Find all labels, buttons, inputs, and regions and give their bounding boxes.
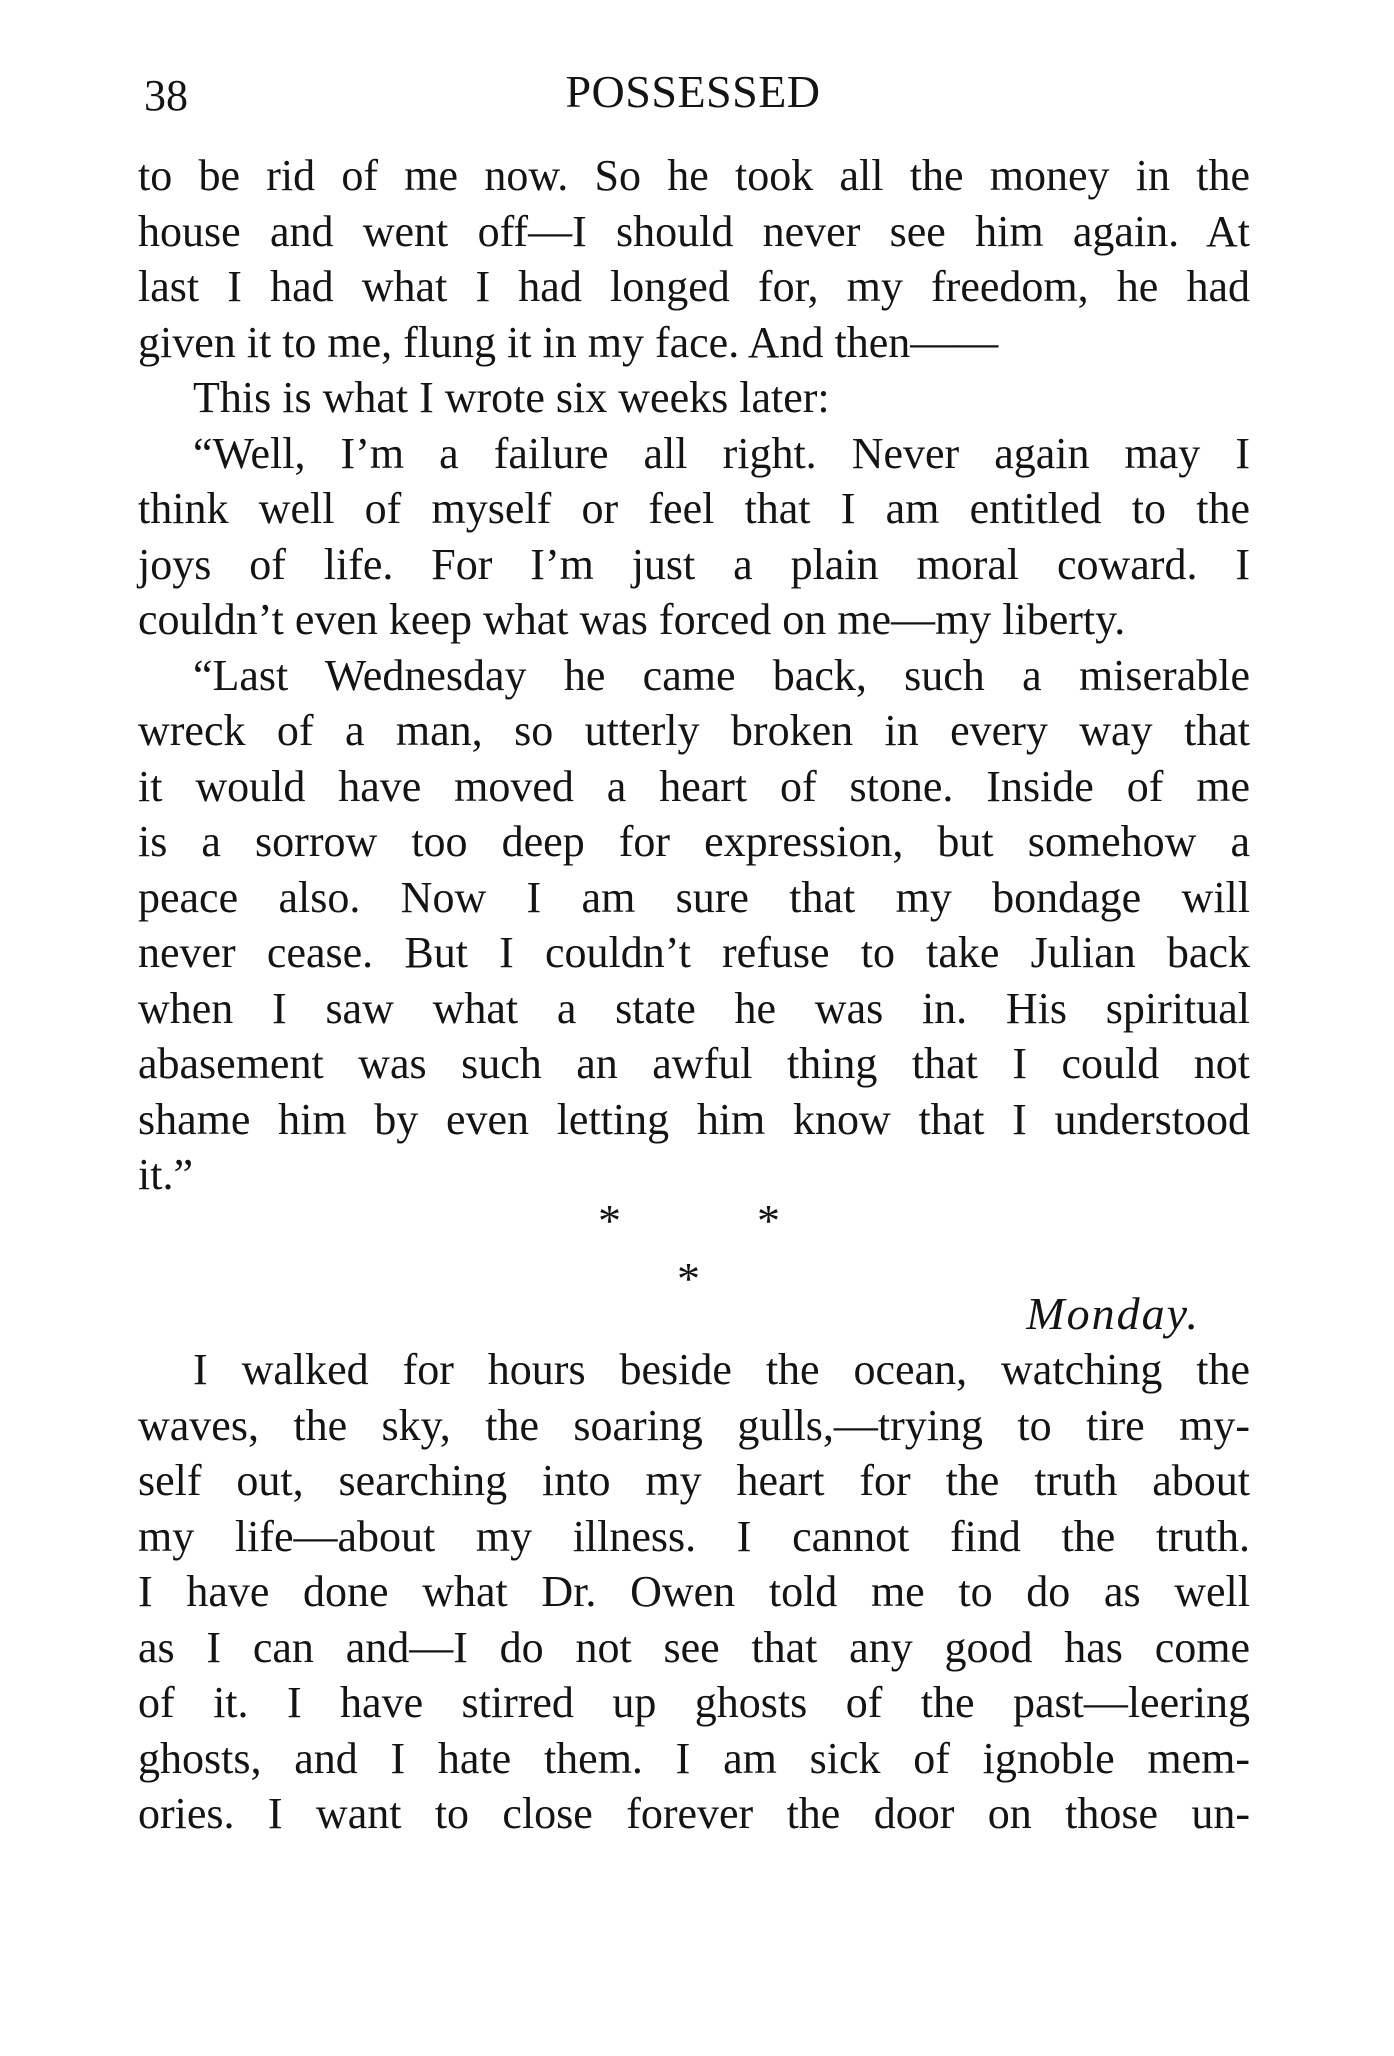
text-line: to be rid of me now. So he took all the money in the [138, 151, 1250, 200]
text-line: peace also. Now I am sure that my bondage will [138, 872, 1250, 922]
paragraph-start-line: “Last Wednesday he came back, such a miserable [193, 650, 1250, 700]
text-line: it.” [138, 1150, 193, 1199]
paragraph-start-line: I walked for hours beside the ocean, watching the [193, 1345, 1250, 1394]
text-line: my life—about my illness. I cannot find the truth. [138, 1511, 1250, 1561]
text-line: self out, searching into my heart for the truth about [138, 1456, 1250, 1505]
paragraph-start-line: “Well, I’m a failure all right. Never again may I [193, 428, 1250, 478]
text-line: when I saw what a state he was in. His spiritual [138, 983, 1250, 1033]
text-line: I have done what Dr. Owen told me to do as well [138, 1567, 1250, 1616]
text-line: ories. I want to close forever the door on those un- [138, 1789, 1250, 1838]
section-break-asterisk: * [677, 1253, 700, 1304]
paragraph-start-line: This is what I wrote six weeks later: [193, 373, 830, 422]
text-line: it would have moved a heart of stone. Inside of me [138, 761, 1250, 811]
text-line: of it. I have stirred up ghosts of the past—leering [138, 1678, 1250, 1727]
text-line: think well of myself or feel that I am entitled to the [138, 484, 1250, 533]
text-line: wreck of a man, so utterly broken in every way that [138, 706, 1250, 755]
text-line: shame him by even letting him know that I understood [138, 1094, 1250, 1144]
text-line: abasement was such an awful thing that I could not [138, 1039, 1250, 1088]
text-line: joys of life. For I’m just a plain moral coward. I [138, 539, 1250, 589]
text-line: waves, the sky, the soaring gulls,—trying to tire my- [138, 1400, 1250, 1450]
text-line: is a sorrow too deep for expression, but somehow a [138, 817, 1250, 866]
text-block-diary-quote [138, 148, 1250, 1203]
section-break-asterisk: * [598, 1195, 621, 1246]
page-number: 38 [144, 71, 188, 120]
text-line: couldn’t even keep what was forced on me—my liberty. [138, 595, 1126, 644]
text-line: house and went off—I should never see him again. At [138, 206, 1250, 256]
text-line: ghosts, and I hate them. I am sick of ignoble mem- [138, 1733, 1250, 1783]
text-block-monday-entry [138, 1342, 1250, 1842]
diary-dateline: Monday. [1026, 1288, 1200, 1339]
text-line: as I can and—I do not see that any good has come [138, 1622, 1250, 1672]
page-header [138, 62, 1248, 122]
running-title: POSSESSED [565, 66, 821, 117]
text-line: never cease. But I couldn’t refuse to take Julian back [138, 928, 1250, 977]
text-line: given it to me, flung it in my face. And then—— [138, 317, 999, 367]
section-break-asterisk: * [757, 1195, 780, 1246]
text-line: last I had what I had longed for, my freedom, he had [138, 262, 1250, 311]
